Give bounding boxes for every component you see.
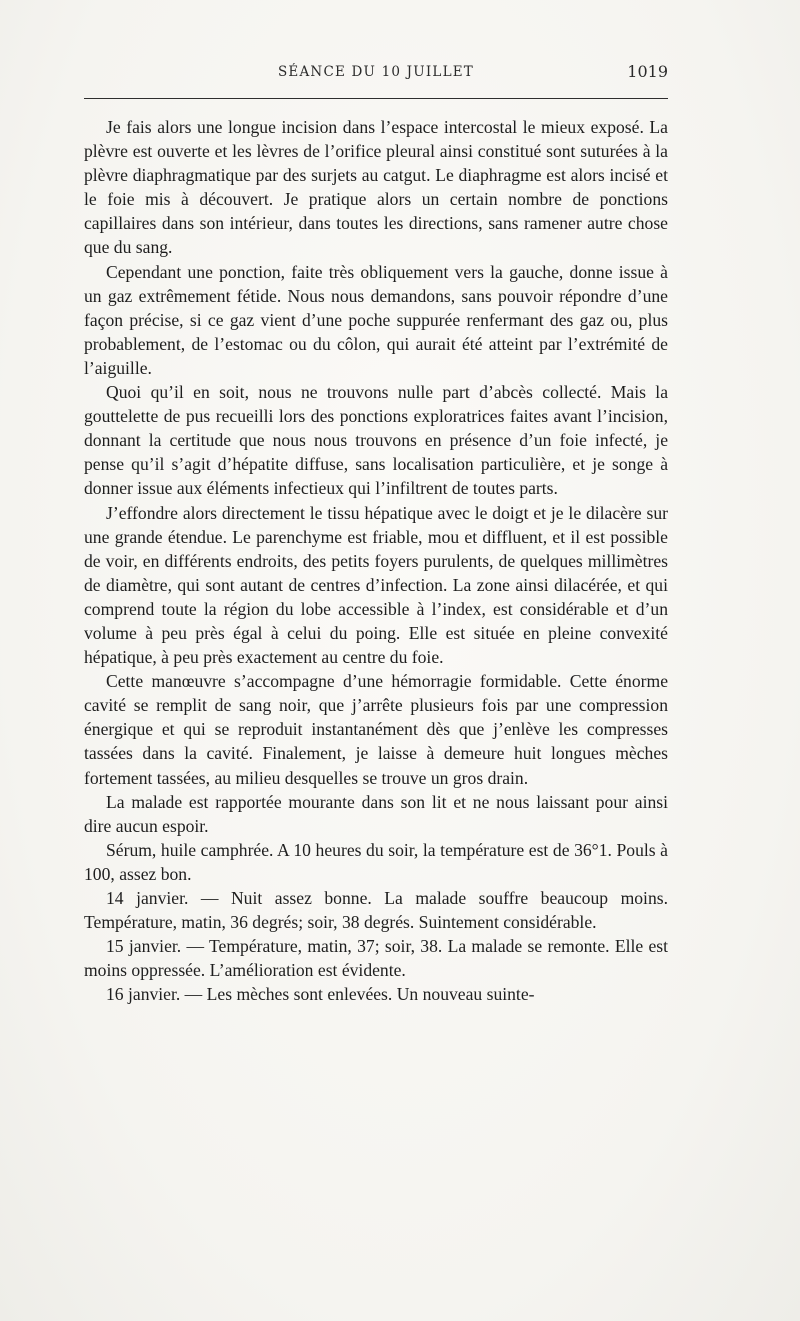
paragraph: Cette manœuvre s’accompagne d’une hémorragie formidable. Cette énorme cavité se remplit de sang noir, que j’arrête plusieurs fois par une compression énergique et qui se reproduit instantanément dès que j’enlève les compresses tassées dans la cavité. Finalement, je laisse à demeure huit longues mèches fortement tassées, au milieu desquelles se trouve un gros drain. bbox=[84, 671, 668, 788]
header-rule bbox=[84, 98, 668, 99]
running-head: SÉANCE DU 10 JUILLET bbox=[277, 64, 474, 80]
paragraph: 15 janvier. — Température, matin, 37; soir, 38. La malade se remonte. Elle est moins oppressée. L’amélioration est évidente. bbox=[84, 936, 668, 981]
paragraph: Je fais alors une longue incision dans l’espace intercostal le mieux exposé. La plèvre est ouverte et les lèvres de l’orifice pleural ainsi constitué sont suturées à la plèvre diaphragmatique par des surjets au catgut. Le diaphragme est alors incisé et le foie mis à découvert. Je pratique alors un certain nombre de ponctions capillaires dans son intérieur, dans toutes les directions, sans ramener autre chose que du sang. bbox=[84, 117, 668, 258]
body-text bbox=[84, 115, 668, 1006]
paragraph: Cependant une ponction, faite très obliquement vers la gauche, donne issue à un gaz extrêmement fétide. Nous nous demandons, sans pouvoir répondre d’une façon précise, si ce gaz vient d’une poche suppurée renfermant des gaz ou, plus probablement, de l’estomac ou du côlon, qui aurait été atteint par l’extrémité de l’aiguille. bbox=[84, 261, 668, 378]
paragraph: 14 janvier. — Nuit assez bonne. La malade souffre beaucoup moins. Température, matin, 36 degrés; soir, 38 degrés. Suintement considérable. bbox=[84, 888, 668, 933]
paragraph: La malade est rapportée mourante dans son lit et ne nous laissant pour ainsi dire aucun espoir. bbox=[84, 791, 668, 836]
page-number: 1019 bbox=[627, 62, 668, 81]
paragraph: 16 janvier. — Les mèches sont enlevées. Un nouveau suinte- bbox=[106, 984, 535, 1005]
paragraph: J’effondre alors directement le tissu hépatique avec le doigt et je le dilacère sur une grande étendue. Le parenchyme est friable, mou et diffluent, et il est possible de voir, en différents endroits, des petits foyers purulents, de quelques millimètres de diamètre, qui sont autant de centres d’infection. La zone ainsi dilacérée, et qui comprend toute la région du lobe accessible à l’index, est considérable et d’un volume à peu près égal à celui du poing. Elle est située en pleine convexité hépatique, à peu près exactement au centre du foie. bbox=[84, 502, 668, 668]
paragraph: Quoi qu’il en soit, nous ne trouvons nulle part d’abcès collecté. Mais la gouttelette de pus recueilli lors des ponctions exploratrices faites avant l’incision, donnant la certitude que nous nous trouvons en présence d’un foie infecté, je pense qu’il s’agit d’hépatite diffuse, sans localisation particulière, et je songe à donner issue aux éléments infectieux qui l’infiltrent de toutes parts. bbox=[84, 382, 668, 499]
page-header bbox=[84, 58, 668, 88]
paragraph: Sérum, huile camphrée. A 10 heures du soir, la température est de 36°1. Pouls à 100, assez bon. bbox=[84, 839, 668, 884]
